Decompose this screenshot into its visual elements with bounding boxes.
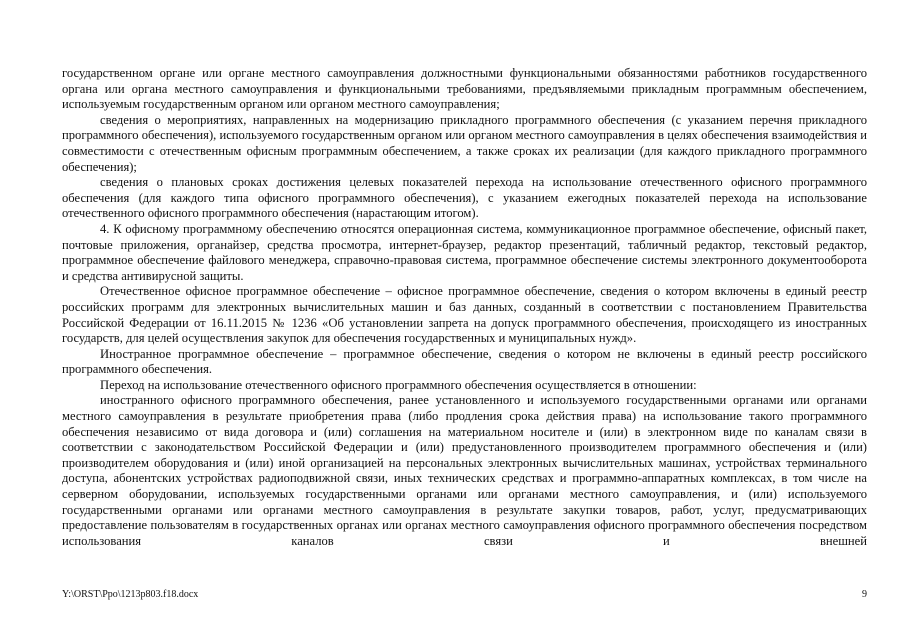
page-number: 9: [862, 589, 867, 600]
paragraph-foreign-software: Иностранное программное обеспечение – программное обеспечение, сведения о котором не включены в единый реестр российского программного обеспечения.: [62, 346, 867, 377]
paragraph-target-deadlines: сведения о плановых сроках достижения целевых показателей перехода на использование отечественного офисного программного обеспечения (для каждого типа офисного программного обеспечения), с указанием ежегодных показателей перехода на использование отечественного офисного программного обеспечения (нарастающим итогом).: [62, 175, 867, 221]
file-path: Y:\ORST\Ppo\1213p803.f18.docx: [62, 589, 199, 600]
paragraph-domestic-software: Отечественное офисное программное обеспечение – офисное программное обеспечение, сведения о котором включены в единый реестр российских программ для электронных вычислительных машин и баз данных, созданный в соответствии с постановлением Правительства Российской Федерации от 16.11.2015 № 1236 «Об установлении запрета на допуск программного обеспечения, происходящего из иностранных государств, для целей осуществления закупок для обеспечения государственных и муниципальных нужд».: [62, 284, 867, 346]
paragraph-continuation: государственном органе или органе местного самоуправления должностными функциональными обязанностями работников государственного органа или органа местного самоуправления и функциональными требованиями, предъявляемыми прикладным программным обеспечением, используемым государственным органом или органом местного самоуправления;: [62, 66, 867, 112]
paragraph-transition-scope: Переход на использование отечественного офисного программного обеспечения осуществляется в отношении:: [100, 377, 697, 392]
paragraph-foreign-office-software: иностранного офисного программного обеспечения, ранее установленного и используемого государственными органами или органами местного самоуправления в результате приобретения права (либо продления срока действия права) на использование такого программного обеспечения независимо от вида договора и (или) соглашения на материальном носителе и (или) в электронном виде по каналам связи в соответствии с законодательством Российской Федерации и (или) предустановленного производителем программного обеспечения и (или) производителем оборудования и (или) иной организацией на персональных электронных вычислительных машинах, устройствах терминального доступа, абонентских устройствах радиоподвижной связи, иных технических средствах и программно-аппаратных комплексах, в том числе на серверном оборудовании, используемых государственными органами или органами местного самоуправления, и (или) используемого государственными органами или органами местного самоуправления в результате закупки товаров, работ, услуг, предусматривающих предоставление пользователям в государственных органах или органах местного самоуправления офисного программного обеспечения посредством использования каналов связи и внешней: [62, 393, 867, 548]
paragraph-modernization-info: сведения о мероприятиях, направленных на модернизацию прикладного программного обеспечения (с указанием перечня прикладного программного обеспечения), используемого государственным органом или органом местного самоуправления в целях обеспечения взаимодействия и совместимости с отечественным офисным программным обеспечением, а также сроках их реализации (для каждого прикладного программного обеспечения);: [62, 112, 867, 174]
page-footer: [62, 589, 867, 601]
document-body: [62, 66, 867, 549]
paragraph-office-software-definition: 4. К офисному программному обеспечению относятся операционная система, коммуникационное программное обеспечение, офисный пакет, почтовые приложения, органайзер, средства просмотра, интернет-браузер, редактор презентаций, табличный редактор, текстовый редактор, программное обеспечение файлового менеджера, справочно-правовая система, программное обеспечение системы электронного документооборота и средства антивирусной защиты.: [62, 221, 867, 283]
